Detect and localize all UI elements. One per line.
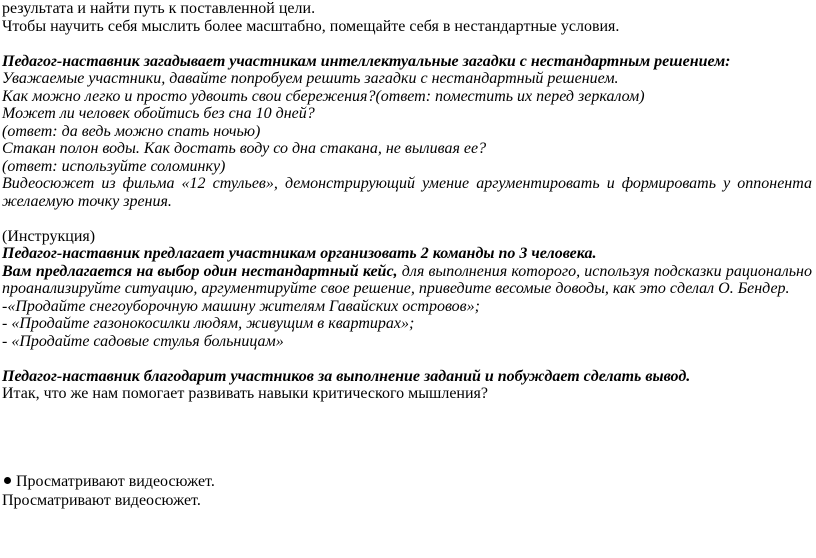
case-item-2: - «Продайте газонокосилки людям, живущим в квартирах»;	[2, 315, 415, 332]
instruction-case-bold: Вам предлагается на выбор один нестандартный кейс,	[2, 262, 398, 280]
bullet-icon	[4, 477, 11, 484]
instruction-teams: Педагог-наставник предлагает участникам организовать 2 команды по 3 человека.	[2, 245, 597, 262]
spacer	[2, 210, 812, 228]
riddle-question-1: Как можно легко и просто удвоить свои сбережения?(ответ: поместить их перед зеркалом)	[2, 87, 645, 105]
conclusion-question: Итак, что же нам помогает развивать навыки критического мышления?	[2, 385, 489, 402]
riddles-invite: Уважаемые участники, давайте попробуем решить загадки с нестандартный решением.	[2, 70, 619, 87]
case-item-1: -«Продайте снегоуборочную машину жителям Гавайских островов»;	[2, 297, 480, 315]
conclusion-thanks: Педагог-наставник благодарит участников за выполнение заданий и побуждает сделать вывод.	[2, 367, 691, 385]
riddles-heading: Педагог-наставник загадывает участникам интеллектуальные загадки с нестандартным решением:	[2, 52, 731, 70]
instruction-case-line-1	[2, 263, 812, 281]
spacer	[2, 403, 812, 473]
bullet-item	[2, 473, 812, 491]
riddle-question-2: Может ли человек обойтись без сна 10 дней?	[2, 105, 315, 122]
spacer	[2, 350, 812, 368]
intro-line-1: результата и найти путь к поставленной цели.	[2, 0, 316, 17]
instruction-case-line-2: проанализируйте ситуацию, аргументируйте свое решение, приведите весомые доводы, как это сделал О. Бендер.	[2, 280, 790, 297]
bullet-item-text: Просматривают видеосюжет.	[16, 472, 215, 490]
riddle-question-3: Стакан полон воды. Как достать воду со дна стакана, не выливая ее?	[2, 140, 487, 157]
instruction-label: (Инструкция)	[2, 227, 96, 245]
footer-text: Просматривают видеосюжет.	[2, 492, 201, 509]
riddle-answer-3: (ответ: используйте соломинку)	[2, 157, 226, 175]
case-item-3: - «Продайте садовые стулья больницам»	[2, 332, 284, 350]
document-page	[2, 0, 812, 510]
instruction-case-rest: для выполнения которого, используя подсказки рационально	[397, 262, 812, 280]
spacer	[2, 35, 812, 53]
intro-line-2: Чтобы научить себя мыслить более масштабно, помещайте себя в нестандартные условия.	[2, 17, 620, 35]
riddle-answer-2: (ответ: да ведь можно спать ночью)	[2, 122, 261, 140]
video-description-line-1: Видеосюжет из фильма «12 стульев», демонстрирующий умение аргументировать и формировать у оппонента	[2, 175, 812, 192]
video-description-line-2: желаемую точку зрения.	[2, 192, 172, 210]
